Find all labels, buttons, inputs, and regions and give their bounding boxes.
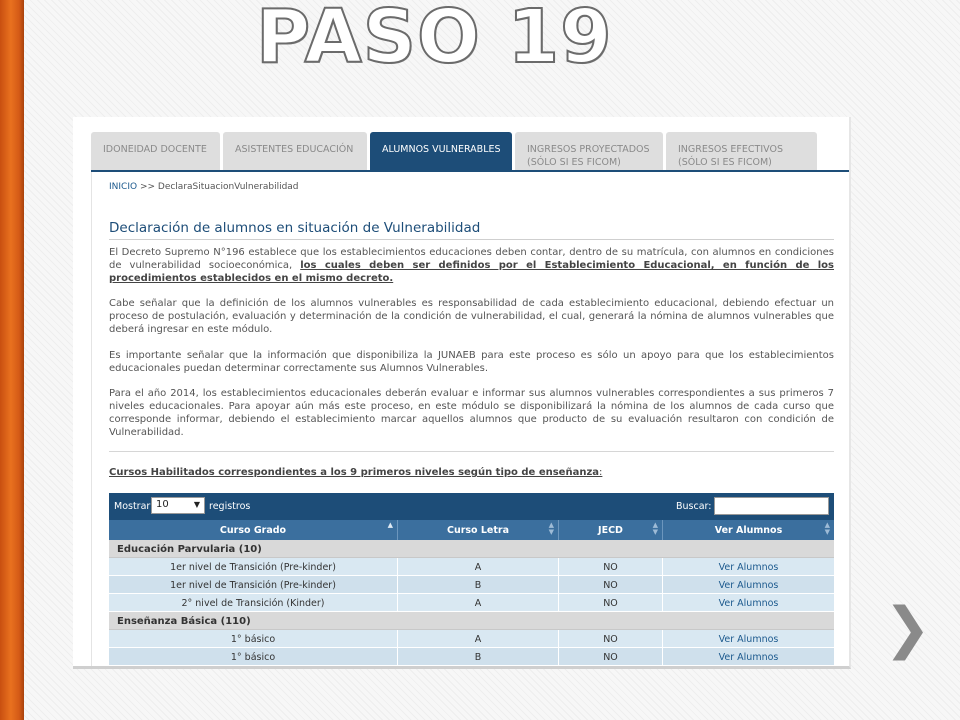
- table-row: [109, 630, 834, 648]
- records-label: registros: [209, 501, 251, 512]
- group-row: Enseñanza Básica (110): [109, 612, 834, 630]
- table-row: [109, 576, 834, 594]
- ver-alumnos-link[interactable]: Ver Alumnos: [718, 598, 779, 609]
- breadcrumb-current: DeclaraSituacionVulnerabilidad: [157, 182, 299, 192]
- column-header-label: Ver Alumnos: [714, 525, 783, 536]
- table-toolbar: [109, 493, 834, 520]
- table-row: [109, 594, 834, 612]
- tab-ingresos-proyectados[interactable]: [515, 132, 663, 171]
- table-row: [109, 648, 834, 666]
- cell-curso-letra: B: [398, 648, 559, 665]
- cell-curso-letra: B: [398, 576, 559, 593]
- ver-alumnos-link[interactable]: Ver Alumnos: [718, 580, 779, 591]
- column-header-jecd[interactable]: [559, 520, 663, 540]
- cell-curso-grado: 1° básico: [109, 630, 398, 647]
- tab-label: ASISTENTES EDUCACIÓN: [235, 144, 354, 155]
- sort-icon: ▲ ▼: [548, 521, 554, 536]
- tab-sublabel: (SÓLO SI ES FICOM): [678, 157, 772, 168]
- section-label: [109, 467, 602, 478]
- chevron-right-icon[interactable]: ❯: [884, 596, 931, 661]
- page-size-select[interactable]: [151, 497, 205, 514]
- table-header: [109, 520, 834, 540]
- ver-alumnos-link[interactable]: Ver Alumnos: [718, 634, 779, 645]
- paragraph-emphasis: los cuales deben ser definidos por el Establecimiento Educacional, en función de los procedimientos establecidos en el mismo decreto.: [109, 260, 835, 284]
- page-size-value: 10: [156, 499, 169, 510]
- cell-curso-grado: 1er nivel de Transición (Pre-kinder): [109, 558, 398, 575]
- tab-asistentes-educacion[interactable]: [223, 132, 367, 171]
- screenshot-panel: [73, 117, 851, 669]
- divider: [109, 451, 834, 452]
- show-label: Mostrar: [114, 501, 151, 512]
- tab-label: INGRESOS EFECTIVOS: [678, 144, 783, 155]
- group-row: Educación Parvularia (10): [109, 540, 834, 558]
- tab-label: ALUMNOS VULNERABLES: [382, 144, 501, 155]
- column-header-curso-grado[interactable]: [109, 520, 398, 540]
- cell-curso-letra: A: [398, 594, 559, 611]
- intro-paragraph-3: Es importante señalar que la información que disponibiliza la JUNAEB para este proceso es sólo un apoyo para que los establecimientos educacionales puedan determinar correctamente sus Alumnos Vulnerables.: [109, 350, 834, 374]
- sort-icon: ▲ ▼: [652, 521, 658, 536]
- column-header-curso-letra[interactable]: [398, 520, 559, 540]
- column-header-label: JECD: [598, 525, 623, 536]
- page-title: Declaración de alumnos en situación de Vulnerabilidad: [109, 220, 481, 236]
- divider: [109, 239, 834, 240]
- cell-curso-letra: A: [398, 630, 559, 647]
- cell-jecd: NO: [559, 594, 663, 611]
- column-header-label: Curso Letra: [446, 525, 510, 536]
- cell-jecd: NO: [559, 576, 663, 593]
- cell-jecd: NO: [559, 630, 663, 647]
- courses-table: [109, 493, 834, 666]
- search-input[interactable]: [714, 497, 829, 515]
- paragraph-text: El Decreto Supremo N°196 establece que los establecimientos educaciones deben contar, dentro de su matrícula, con alumnos en condiciones de vulnerabilidad socioeconómica,: [109, 247, 834, 271]
- breadcrumb: [109, 182, 299, 192]
- slide-accent-bar: [0, 0, 24, 720]
- breadcrumb-home-link[interactable]: INICIO: [109, 182, 138, 192]
- cell-curso-grado: 1er nivel de Transición (Pre-kinder): [109, 576, 398, 593]
- section-label-text: Cursos Habilitados correspondientes a los 9 primeros niveles según tipo de enseñanza: [109, 467, 600, 478]
- dropdown-arrow-icon: ▼: [193, 500, 200, 509]
- intro-paragraph-2: Cabe señalar que la definición de los alumnos vulnerables es responsabilidad de cada establecimiento educacional, debiendo efectuar un proceso de postulación, evaluación y determinación de la condición de vulnerabilidad, el cual, generará la nómina de alumnos vulnerables que deberá ingresar en este módulo.: [109, 298, 834, 335]
- column-header-label: Curso Grado: [219, 525, 287, 536]
- slide-title: PASO 19: [256, 0, 613, 80]
- breadcrumb-separator: >>: [137, 182, 158, 192]
- tab-label: IDONEIDAD DOCENTE: [103, 144, 207, 155]
- sort-ascending-icon: ▲: [387, 521, 393, 529]
- cell-curso-grado: 1° básico: [109, 648, 398, 665]
- table-row: [109, 558, 834, 576]
- cell-curso-grado: 2° nivel de Transición (Kinder): [109, 594, 398, 611]
- cell-jecd: NO: [559, 648, 663, 665]
- intro-paragraph-1: [109, 246, 834, 285]
- tab-sublabel: (SÓLO SI ES FICOM): [527, 157, 621, 168]
- cell-jecd: NO: [559, 558, 663, 575]
- sort-icon: ▲ ▼: [824, 521, 830, 536]
- ver-alumnos-link[interactable]: Ver Alumnos: [718, 652, 779, 663]
- tab-idoneidad-docente[interactable]: [91, 132, 220, 171]
- tab-label: INGRESOS PROYECTADOS: [527, 144, 650, 155]
- section-label-suffix: :: [599, 467, 603, 478]
- intro-paragraph-4: Para el año 2014, los establecimientos educacionales deberán evaluar e informar sus alumnos vulnerables correspondientes a sus primeros 7 niveles educacionales. Para apoyar aún más este proceso, en este módulo se disponibilizará la nómina de los alumnos de cada curso que corresponde informar, debiendo el establecimiento marcar aquellos alumnos que producto de su evaluación resultaron con condición de Vulnerabilidad.: [109, 388, 834, 438]
- column-header-ver-alumnos[interactable]: [663, 520, 834, 540]
- ver-alumnos-link[interactable]: Ver Alumnos: [718, 562, 779, 573]
- cell-curso-letra: A: [398, 558, 559, 575]
- search-label: Buscar:: [676, 501, 712, 512]
- tab-ingresos-efectivos[interactable]: [666, 132, 817, 171]
- tab-alumnos-vulnerables[interactable]: [370, 132, 512, 171]
